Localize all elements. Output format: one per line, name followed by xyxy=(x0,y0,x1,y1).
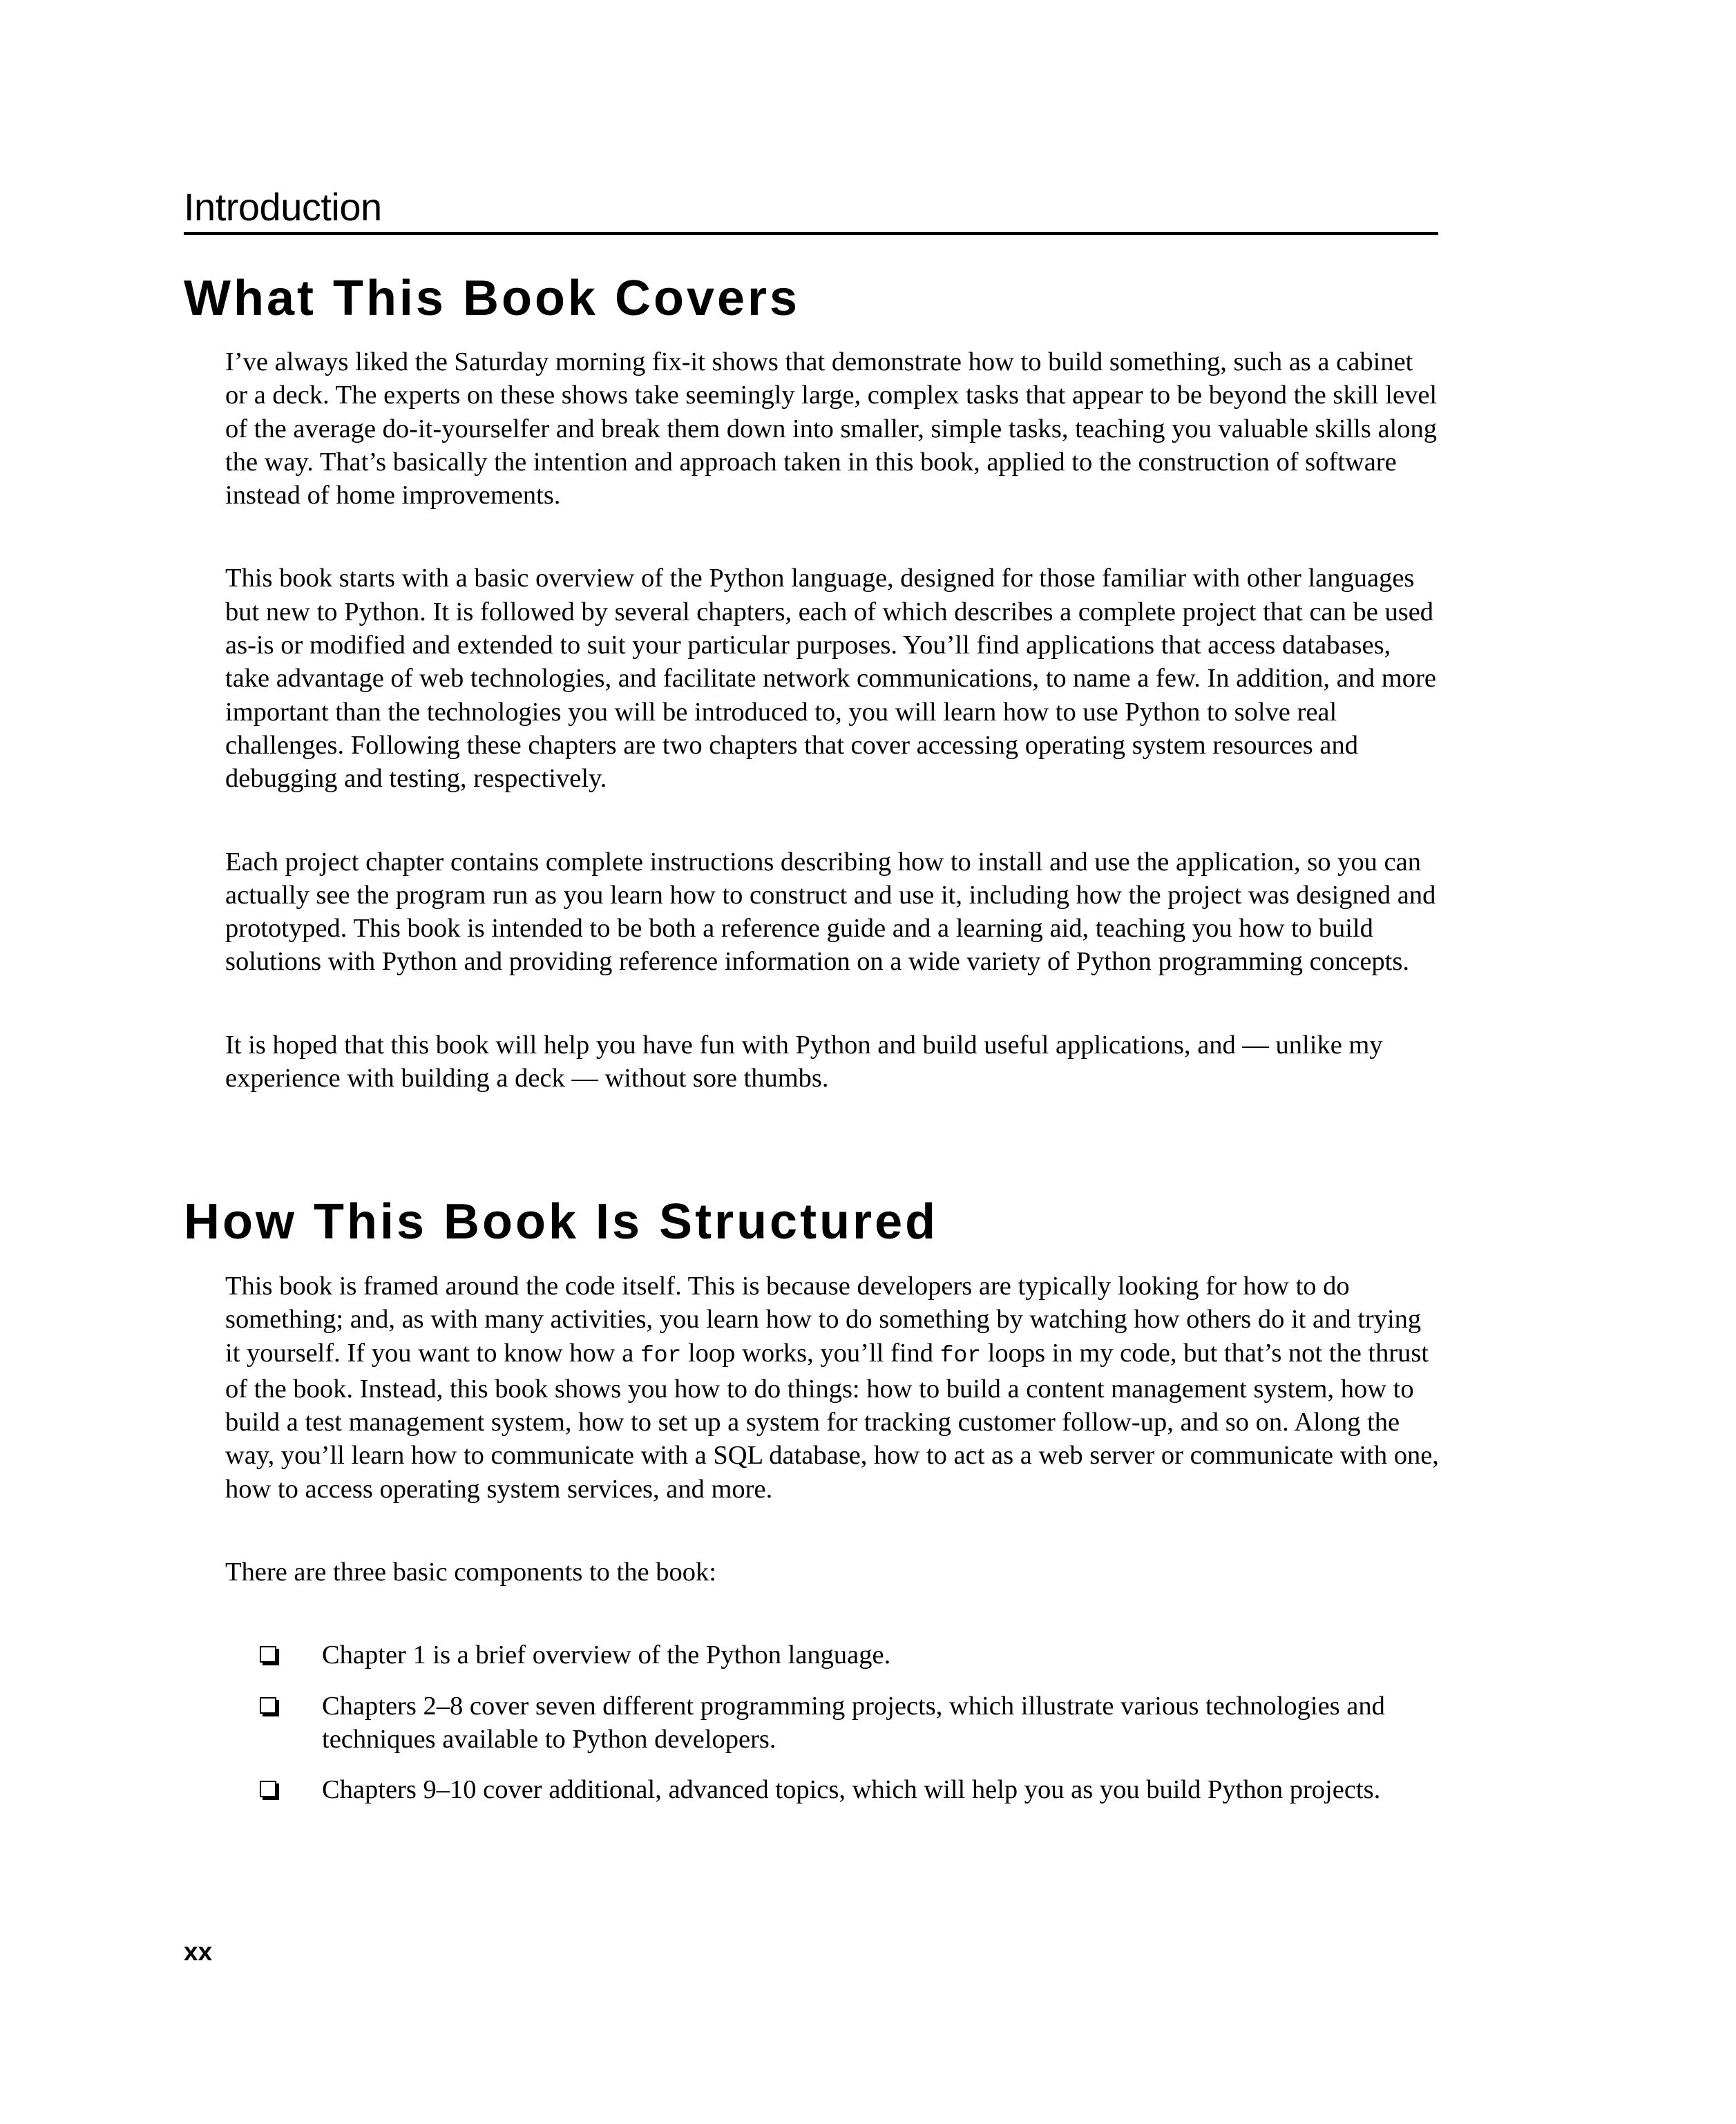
paragraph: This book starts with a basic overview of the Python language, designed for those familiar with other languages but new to Python. It is followed by several chapters, each of which describes a complete project that can be used as-is or modified and extended to suit your particular purposes. You’ll find applications that access databases, take advantage of web technologies, and facilitate network communications, to name a few. In addition, and more important than the technologies you will be introduced to, you will learn how to use Python to solve real challenges. Following these chapters are two chapters that cover accessing operating system resources and debugging and testing, respectively. xyxy=(225,564,1436,794)
paragraph: I’ve always liked the Saturday morning fix-it shows that demonstrate how to build something, such as a cabinet or a deck. The experts on these shows take seemingly large, complex tasks that appear to be beyond the skill level of the average do-it-yourselfer and break them down into smaller, simple tasks, teaching you valuable skills along the way. That’s basically the intention and approach taken in this book, applied to the construction of software instead of home improvements. xyxy=(225,347,1438,510)
components-list xyxy=(225,1638,1441,1806)
running-header xyxy=(184,181,1438,235)
paragraph-text: loop works, you’ll find xyxy=(681,1338,940,1368)
section-heading-what-this-book-covers: What This Book Covers xyxy=(184,271,801,326)
list-item-text: Chapters 9–10 cover additional, advanced topics, which will help you as you build Python projects. xyxy=(322,1775,1381,1805)
list-item-text: Chapter 1 is a brief overview of the Python language. xyxy=(322,1640,891,1670)
checkbox-bullet-icon xyxy=(260,1781,276,1797)
paragraph: It is hoped that this book will help you have fun with Python and build useful applications, and — unlike my experience with building a deck — without sore thumbs. xyxy=(225,1030,1383,1093)
paragraph: Each project chapter contains complete instructions describing how to install and use the application, so you can actually see the program run as you learn how to construct and use it, including how the project was designed and prototyped. This book is intended to be both a reference guide and a learning aid, teaching you how to build solutions with Python and providing reference information on a wide variety of Python programming concepts. xyxy=(225,847,1436,977)
checkbox-bullet-icon xyxy=(260,1697,276,1714)
paragraph xyxy=(225,1270,1441,1506)
inline-code-for: for xyxy=(640,1342,682,1368)
checkbox-bullet-icon xyxy=(260,1646,276,1663)
running-header-title: Introduction xyxy=(184,185,382,229)
section-heading-how-this-book-is-structured: How This Book Is Structured xyxy=(184,1194,939,1250)
paragraph-text: loops in my code, but that’s not the thrust of the book. Instead, this book shows you how to do things: how to build a content management system, how to build a test management system, how to set up a system for tracking customer follow-up, and so on. Along the way, you’ll learn how to communicate with a SQL database, how to act as a web server or communicate with one, how to access operating system services, and more. xyxy=(225,1338,1439,1504)
section-body-how-this-book-is-structured xyxy=(225,1270,1441,1824)
list-item xyxy=(225,1773,1441,1806)
section-body-what-this-book-covers xyxy=(225,345,1441,1145)
paragraph: There are three basic components to the book: xyxy=(225,1558,716,1587)
page-number: xx xyxy=(184,1938,213,1966)
list-item-text: Chapters 2–8 cover seven different programming projects, which illustrate various technologies and techniques available to Python developers. xyxy=(322,1691,1385,1754)
list-item xyxy=(225,1638,1441,1672)
list-item xyxy=(225,1690,1441,1757)
paragraph-text: This book is framed around the code itself. This is because developers are typically looking for how to do something; and, as with many activities, you learn how to do something by watching how others do it and trying it yourself. If you want to know how a xyxy=(225,1272,1422,1368)
inline-code-for: for xyxy=(939,1342,982,1368)
